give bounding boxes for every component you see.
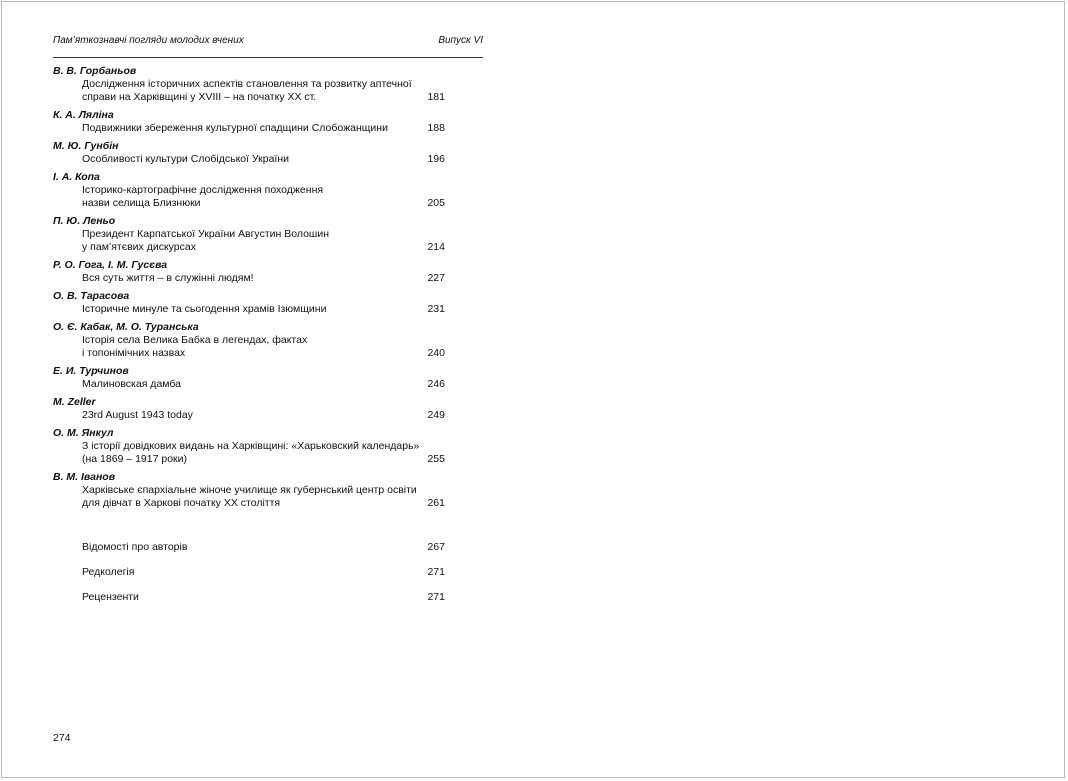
toc-author: Р. О. Гога, І. М. Гусєва	[53, 259, 168, 271]
toc-title-line: Дослідження історичних аспектів становлення та розвитку аптечної	[82, 78, 412, 90]
toc-author: К. А. Ляліна	[53, 109, 114, 121]
toc-title-block	[53, 440, 445, 466]
toc-title-line: Вся суть життя – в служінні людям!	[82, 272, 254, 284]
toc-title-line: справи на Харківщині у XVIII – на початку XX ст.	[82, 91, 317, 103]
appendix-entry	[82, 566, 445, 591]
toc-author: П. Ю. Леньо	[53, 215, 116, 227]
toc-page-number: 240	[427, 347, 445, 359]
table-of-contents	[53, 65, 445, 515]
toc-entry	[53, 65, 445, 104]
appendix-page-number: 267	[427, 541, 445, 553]
running-header	[53, 35, 483, 49]
toc-page-number: 261	[427, 497, 445, 509]
appendix-label: Рецензенти	[82, 591, 139, 603]
toc-title-block	[53, 272, 445, 285]
issue-label: Випуск VI	[438, 35, 483, 46]
journal-title: Пам’яткознавчі погляди молодих вчених	[53, 35, 244, 46]
toc-author: О. М. Янкул	[53, 427, 114, 439]
toc-page-number: 255	[427, 453, 445, 465]
toc-page-number: 188	[427, 122, 445, 134]
toc-author: О. В. Тарасова	[53, 290, 130, 302]
appendix-list	[82, 541, 445, 616]
toc-entry	[53, 471, 445, 510]
toc-title-line: Подвижники збереження культурної спадщини Слобожанщини	[82, 122, 388, 134]
appendix-entry	[82, 541, 445, 566]
toc-title-line: Історико-картографічне дослідження походження	[82, 184, 324, 196]
toc-title-block	[53, 484, 445, 510]
toc-page-number: 246	[427, 378, 445, 390]
appendix-page-number: 271	[427, 566, 445, 578]
toc-title-line: назви селища Близнюки	[82, 197, 201, 209]
toc-author: В. М. Іванов	[53, 471, 116, 483]
appendix-label: Редколегія	[82, 566, 135, 578]
toc-title-line: Харківське єпархіальне жіноче училище як губернський центр освіти	[82, 484, 417, 496]
toc-author: М. Ю. Гунбін	[53, 140, 119, 152]
toc-title-line: 23rd August 1943 today	[82, 409, 193, 421]
toc-author: Е. И. Турчинов	[53, 365, 129, 377]
toc-title-block	[53, 122, 445, 135]
toc-title-line: у пам’ятєвих дискурсах	[82, 241, 196, 253]
toc-title-block	[53, 184, 445, 210]
toc-title-line: Малиновская дамба	[82, 378, 181, 390]
toc-author: О. Є. Кабак, М. О. Туранська	[53, 321, 199, 333]
toc-title-block	[53, 334, 445, 360]
toc-author: M. Zeller	[53, 396, 96, 408]
toc-entry	[53, 321, 445, 360]
toc-author: І. А. Копа	[53, 171, 100, 183]
toc-title-line: Історія села Велика Бабка в легендах, фактах	[82, 334, 308, 346]
toc-title-block	[53, 378, 445, 391]
toc-entry	[53, 259, 445, 285]
toc-entry	[53, 171, 445, 210]
toc-title-line: З історії довідкових видань на Харківщині: «Харьковский календарь»	[82, 440, 420, 452]
toc-page-number: 249	[427, 409, 445, 421]
toc-title-line: і топонімічних назвах	[82, 347, 186, 359]
toc-title-line: для дівчат в Харкові початку XX століття	[82, 497, 281, 509]
toc-title-line: (на 1869 – 1917 роки)	[82, 453, 187, 465]
toc-page-number: 181	[427, 91, 445, 103]
toc-title-block	[53, 409, 445, 422]
toc-page-number: 196	[427, 153, 445, 165]
toc-entry	[53, 215, 445, 254]
toc-title-line: Президент Карпатської України Августин Волошин	[82, 228, 329, 240]
toc-author: В. В. Горбаньов	[53, 65, 137, 77]
toc-entry	[53, 290, 445, 316]
toc-title-block	[53, 153, 445, 166]
appendix-entry	[82, 591, 445, 616]
toc-entry	[53, 365, 445, 391]
header-rule	[53, 57, 483, 58]
toc-page-number: 205	[427, 197, 445, 209]
toc-entry	[53, 140, 445, 166]
toc-title-line: Особливості культури Слобідської України	[82, 153, 290, 165]
toc-page-number: 214	[427, 241, 445, 253]
page-number: 274	[53, 732, 71, 744]
toc-title-block	[53, 78, 445, 104]
appendix-page-number: 271	[427, 591, 445, 603]
toc-title-block	[53, 303, 445, 316]
toc-entry	[53, 427, 445, 466]
toc-entry	[53, 396, 445, 422]
toc-page-number: 227	[427, 272, 445, 284]
toc-page-number: 231	[427, 303, 445, 315]
appendix-label: Відомості про авторів	[82, 541, 188, 553]
toc-title-block	[53, 228, 445, 254]
toc-title-line: Історичне минуле та сьогодення храмів Ізюмщини	[82, 303, 327, 315]
toc-entry	[53, 109, 445, 135]
